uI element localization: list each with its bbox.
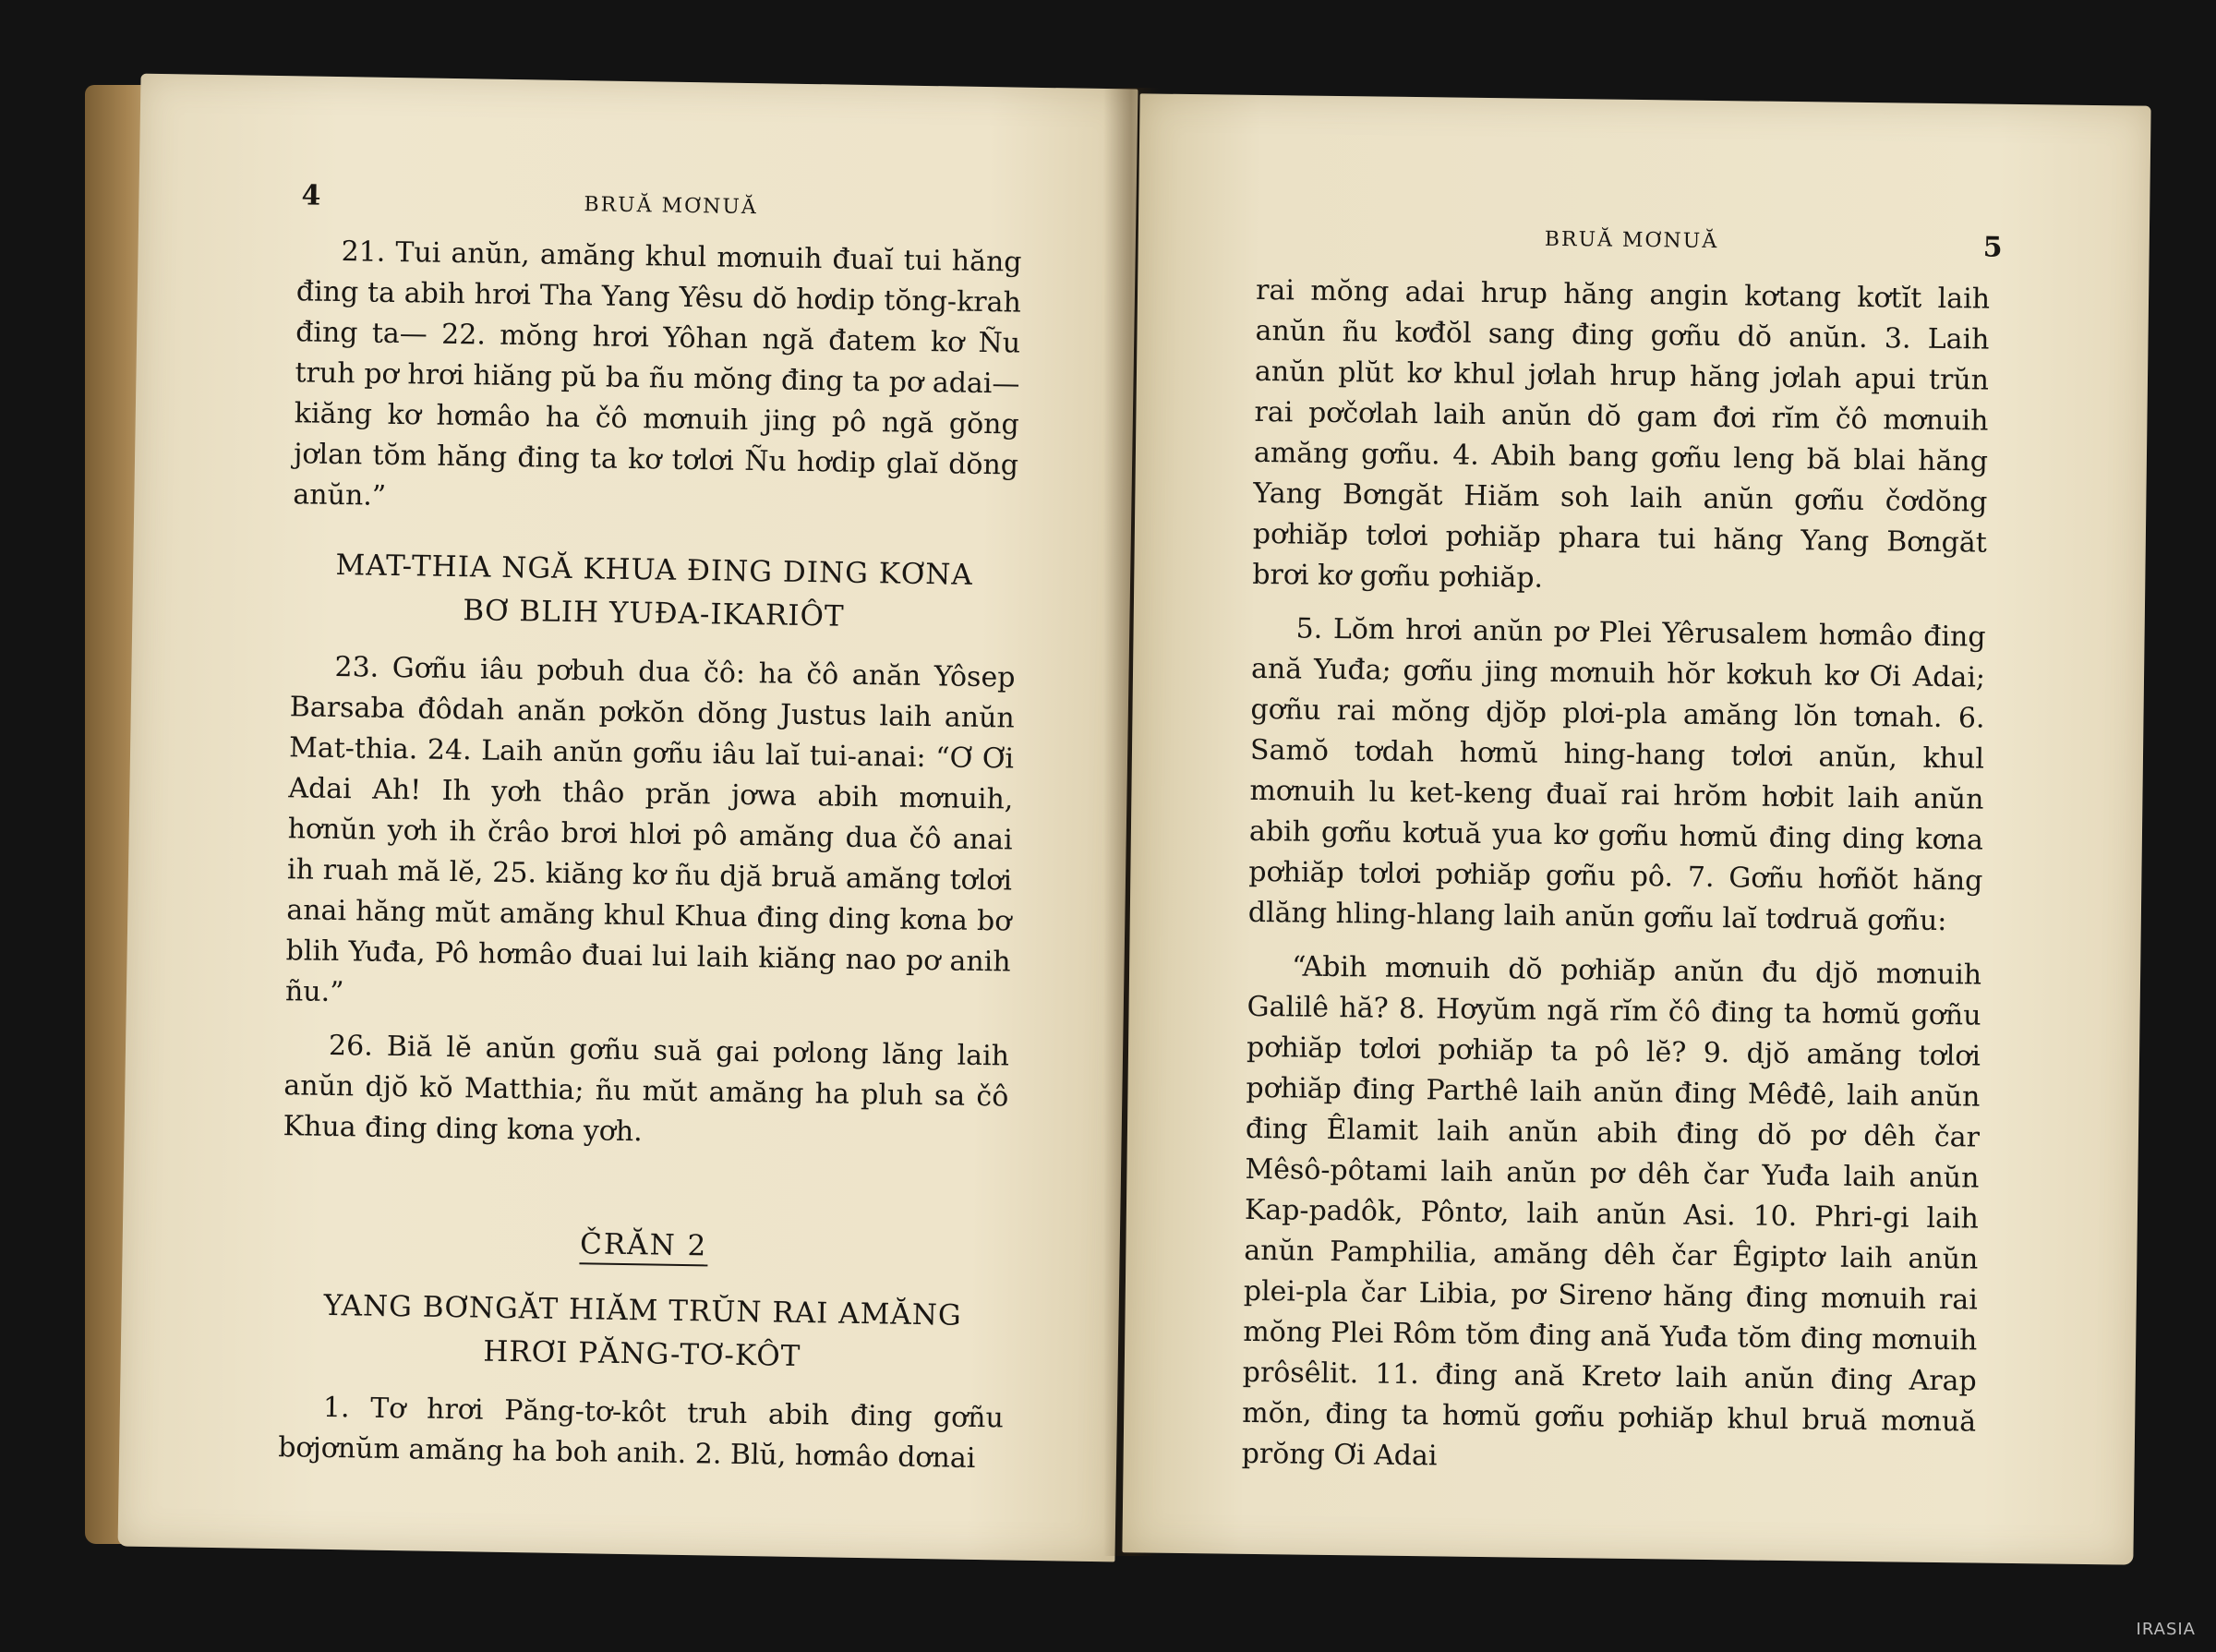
left-page xyxy=(118,74,1138,1562)
paragraph-verse-23: 23. Gơñu iâu pơbuh dua čô: ha čô anăn Yôsep Barsaba đôdah anăn pơkŏn dŏng Justus laih anŭn Mat-thia. 24. Laih anŭn gơñu iâu laĭ tui-anai: “Ơ Ơi Adai Ah! Ih yơh thâo prăn jơwa abih mơnuih, hơnŭn yơh ih črâo brơi hlơi pô amăng dua čô anai ih ruah mă lĕ, 25. kiăng kơ ñu djă bruă amăng tơlơi anai hăng mŭt amăng khul Khua đing ding kơna bơ blih Yuđa, Pô hơmâo đuai lui laih kiăng nao pơ anih ñu.” xyxy=(284,650,1016,1009)
left-page-body xyxy=(278,231,1022,1479)
watermark-text: IRASIA xyxy=(2136,1620,2196,1639)
paragraph-verse-7-quote: “Abih mơnuih dŏ pơhiăp anŭn đu djŏ mơnuih Galilê hă? 8. Hơyŭm ngă rĭm čô đing ta hơmŭ gơñu pơhiăp tơlơi pơhiăp ta pô lĕ? 9. djŏ amăng tơlơi pơhiăp đing Parthê laih anŭn đing Mêđê, laih anŭn đing Êlamit laih anŭn abih đing dŏ pơ dêh čar Mêsô-pôtami laih anŭn pơ dêh čar Yuđa laih anŭn Kap-padôk, Pôntơ, laih anŭn Asi. 10. Phri-gi laih anŭn Pamphilia, amăng dêh čar Êgiptơ laih anŭn plei-pla čar Libia, pơ Sirenơ hăng đing mơnuih rai mŏng Plei Rôm tŏm đing ană Yuđa tŏm đing mơnuih prôsêlit. 11. đing ană Kretơ laih anŭn đing Arap mŏn, đing ta hơmŭ gơñu pơhiăp khul bruă mơnuă prŏng Ơi Adai xyxy=(1241,950,1982,1473)
section-heading-1-line-2: BƠ BLIH YUĐA-IKARIÔT xyxy=(463,594,845,633)
chapter-heading xyxy=(281,1219,1006,1271)
chapter-title: ČRĂN 2 xyxy=(580,1227,708,1266)
section-heading-2-line-2: HRƠI PĂNG-TƠ-KÔT xyxy=(483,1334,801,1374)
running-head-right: BRUĂ MƠNUĂ xyxy=(1544,227,1719,254)
right-page-body xyxy=(1241,271,1990,1484)
section-heading-2-line-1: YANG BƠNGĂT HIĂM TRŬN RAI AMĂNG xyxy=(323,1288,962,1332)
paragraph-verse-26: 26. Biă lĕ anŭn gơñu suă gai pơlong lăng laih anŭn djŏ kŏ Matthia; ñu mŭt amăng ha pluh sa čô Khua đing ding kơna yơh. xyxy=(283,1029,1010,1149)
section-heading-1-line-1: MAT-THIA NGĂ KHUA ĐING DING KƠNA xyxy=(335,548,974,592)
running-head-left: BRUĂ MƠNUĂ xyxy=(584,193,759,220)
paragraph-verse-5: 5. Lŏm hrơi anŭn pơ Plei Yêrusalem hơmâo đing ană Yuđa; gơñu jing mơnuih hŏr kơkuh kơ Ơi Adai; gơñu rai mŏng djŏp plơi-pla amăng lŏn tơnah. 6. Samŏ tơdah hơmŭ hing-hang tơlơi anŭn, khul mơnuih lu ket-keng đuaĭ rai hrŏm hơbit laih anŭn abih gơñu kơtuă yua kơ gơñu hơmŭ đing ding kơna pơhiăp tơlơi pơhiăp gơñu pô. 7. Gơñu hơñŏt hăng dlăng hling-hlang laih anŭn gơñu laĭ tơdruă gơñu: xyxy=(1247,612,1986,938)
right-page xyxy=(1122,93,2150,1564)
paragraph-verse-21: 21. Tui anŭn, amăng khul mơnuih đuaĭ tui hăng đing ta abih hrơi Tha Yang Yêsu dŏ hơdip tŏng-krah đing ta— 22. mŏng hrơi Yôhan ngă đatem kơ Ñu truh pơ hrơi hiăng pŭ ba ñu mŏng đing ta pơ adai—kiăng kơ hơmâo ha čô mơnuih jing pô ngă gŏng jơlan tŏm hăng đing ta kơ tơlơi Ñu hơdip glaĭ dŏng anŭn.” xyxy=(293,235,1022,512)
paragraph-continuation: rai mŏng adai hrup hăng angin kơtang kơtĭt laih anŭn ñu kơđŏl sang đing gơñu dŏ anŭn. 3. Laih anŭn plŭt kơ khul jơlah hrup hăng jơlah apui trŭn rai pơčơlah laih anŭn dŏ gam đơi rĭm čô mơnuih amăng gơñu. 4. Abih bang gơñu leng bă blai hăng Yang Bơngăt Hiăm soh laih anŭn gơñu čơdŏng pơhiăp tơlơi pơhiăp phara tui hăng Yang Bơngăt brơi kơ gơñu pơhiăp. xyxy=(1252,273,1991,595)
paragraph-chapter-2-verse-1: 1. Tơ hrơi Păng-tơ-kôt truh abih đing gơñu bơjơnŭm amăng ha boh anih. 2. Blŭ, hơmâo dơnai xyxy=(277,1391,1005,1475)
page-number-left: 4 xyxy=(301,179,321,212)
page-number-right: 5 xyxy=(1982,231,2003,264)
